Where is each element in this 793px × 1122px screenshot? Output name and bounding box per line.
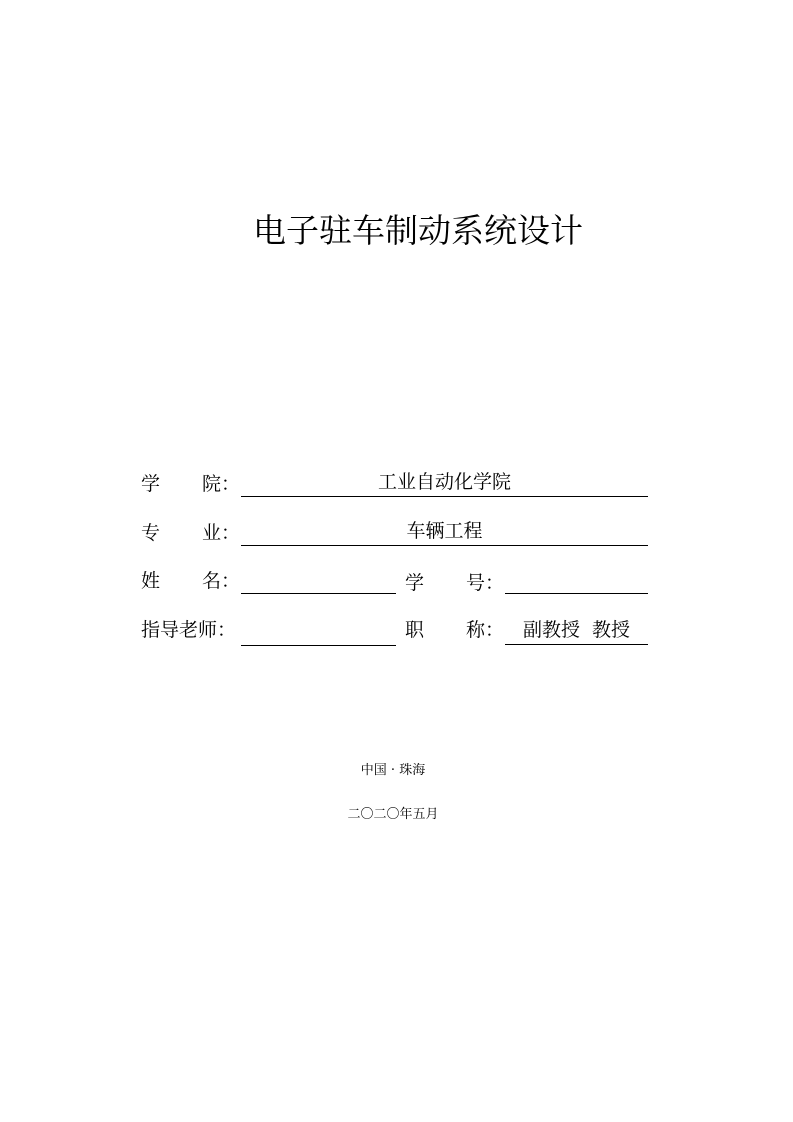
advisor-field xyxy=(241,617,396,646)
title-rank-label-char2: 称： xyxy=(466,619,505,641)
document-title: 电子驻车制动系统设计 xyxy=(253,211,583,250)
date-text: 二〇二〇年五月 xyxy=(347,807,439,822)
major-field: 车辆工程 xyxy=(241,517,648,546)
college-field: 工业自动化学院 xyxy=(241,468,648,497)
location-text: 中国 · 珠海 xyxy=(360,763,426,778)
advisor-label: 指导老师： xyxy=(141,619,237,641)
title-rank-field: 副教授 教授 xyxy=(505,616,648,645)
college-label-char1: 学 xyxy=(141,473,161,495)
name-field xyxy=(241,565,396,594)
student-id-label-char2: 号： xyxy=(466,572,505,594)
student-id-label-char1: 学 xyxy=(405,572,425,594)
title-rank-label-char1: 职 xyxy=(405,619,425,641)
student-id-field xyxy=(505,565,648,594)
major-label-char2: 业： xyxy=(202,522,241,544)
major-label-char1: 专 xyxy=(141,522,161,544)
name-label-char2: 名： xyxy=(202,570,241,592)
name-label-char1: 姓 xyxy=(141,570,161,592)
college-label-char2: 院： xyxy=(202,473,241,495)
